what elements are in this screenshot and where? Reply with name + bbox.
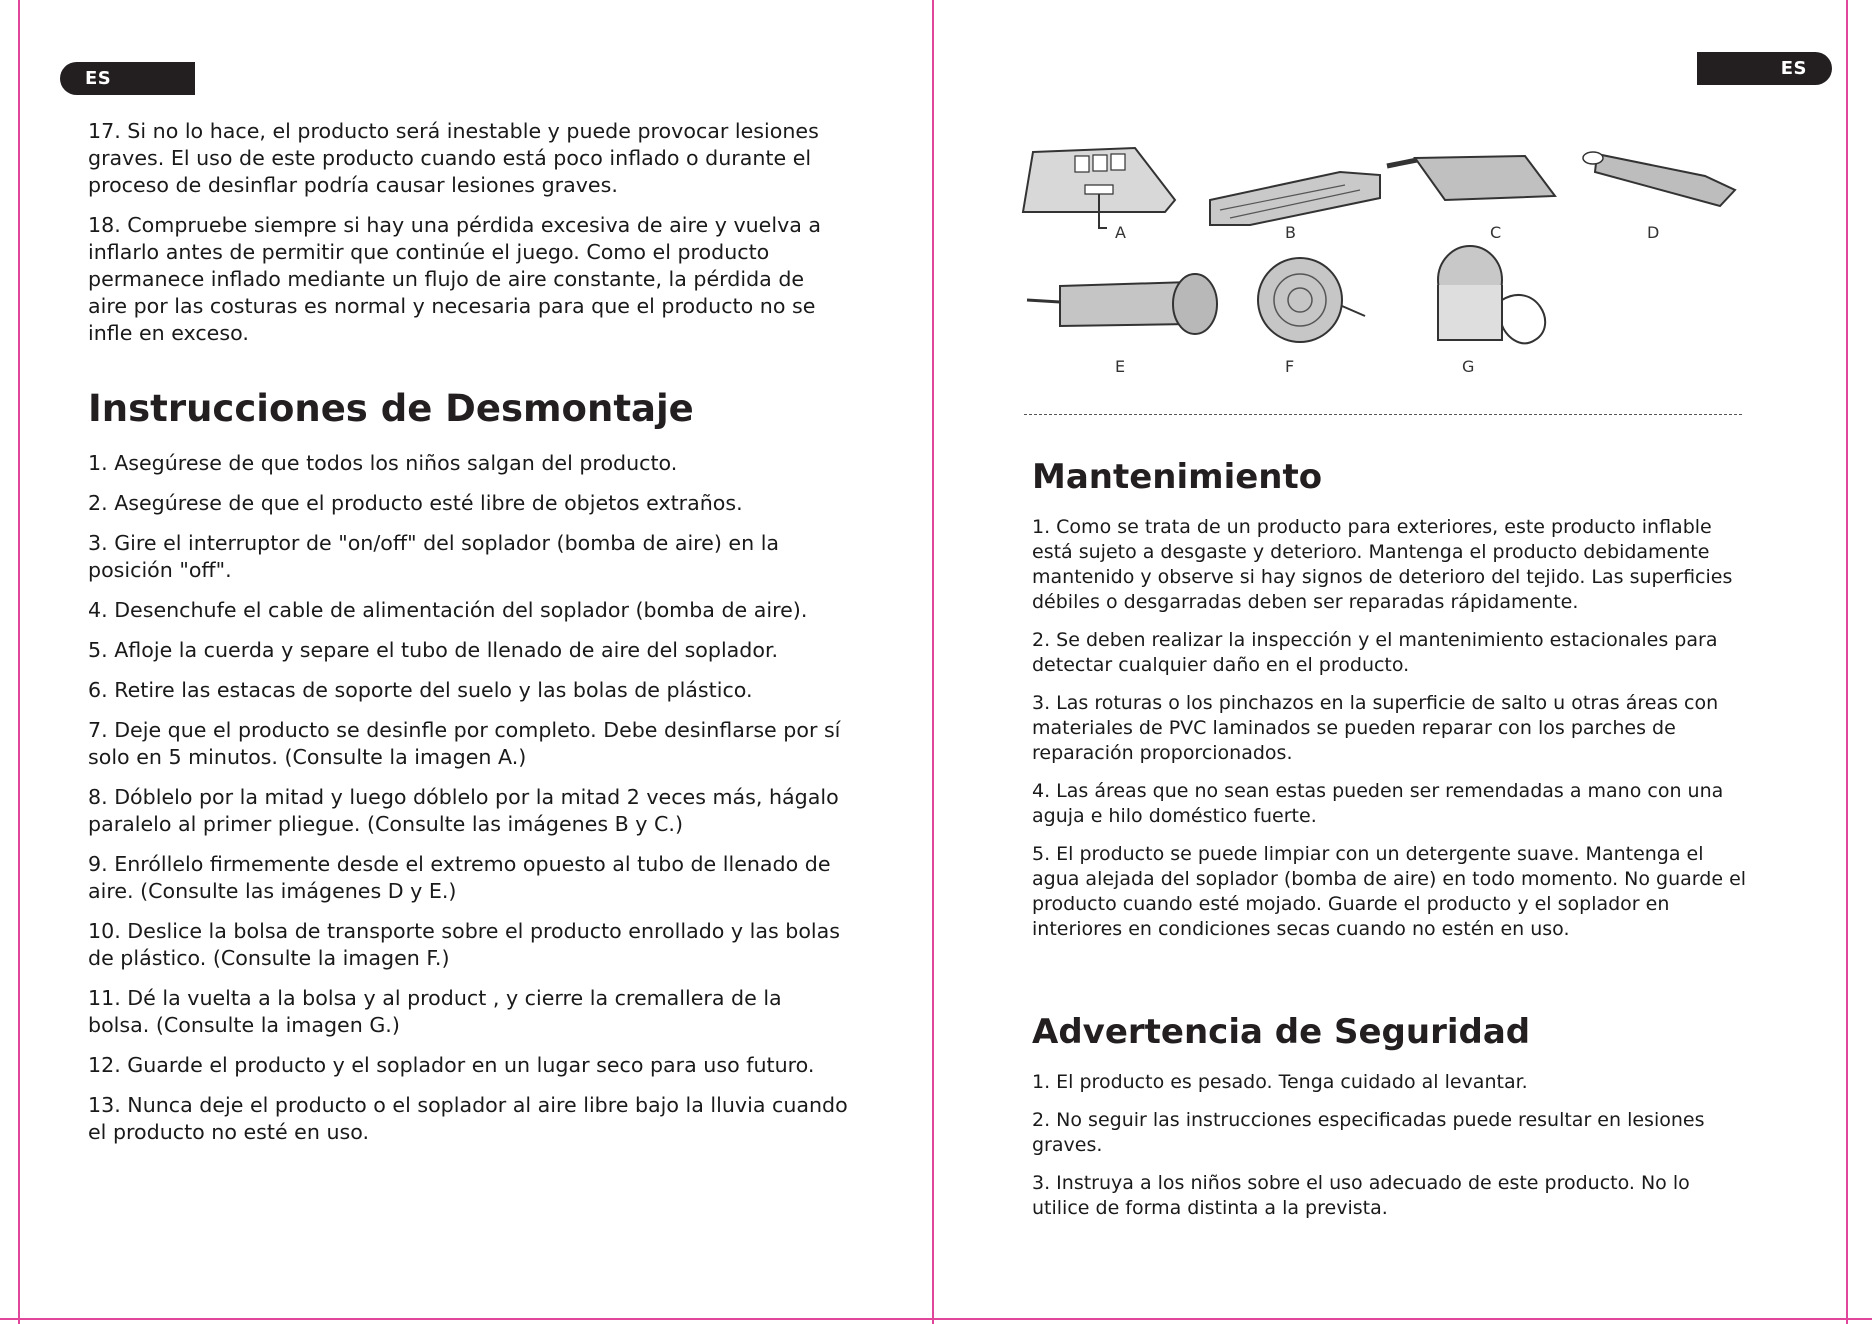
maintenance-section [1032, 457, 1752, 955]
fold-line [932, 0, 934, 1324]
list-item: 8. Dóblelo por la mitad y luego dóblelo por la mitad 2 veces más, hágalo paralelo al primer pliegue. (Consulte las imágenes B y C.) [88, 785, 839, 836]
list-item: 5. El producto se puede limpiar con un detergente suave. Mantenga el agua alejada del soplador (bomba de aire) en todo momento. No guarde el producto cuando esté mojado. Guarde el producto y el soplador en interiores en condiciones secas cuando no estén en uso. [1032, 843, 1747, 940]
list-item: 12. Guarde el producto y el soplador en un lugar seco para uso futuro. [88, 1053, 815, 1077]
left-page-content [88, 118, 848, 1159]
figure-b-folded [1210, 172, 1380, 225]
list-item: 1. El producto es pesado. Tenga cuidado al levantar. [1032, 1071, 1528, 1093]
list-item: 3. Instruya a los niños sobre el uso adecuado de este producto. No lo utilice de forma distinta a la prevista. [1032, 1172, 1690, 1219]
list-item: 10. Deslice la bolsa de transporte sobre el producto enrollado y las bolas de plástico. (Consulte la imagen F.) [88, 919, 841, 970]
right-trim-line [1846, 0, 1848, 1324]
list-item: 18. Compruebe siempre si hay una pérdida excesiva de aire y vuelva a inflarlo antes de permitir que continúe el juego. Como el producto permanece inflado mediante un flujo de aire constante, la pérdida de aire por las costuras es normal y necesaria para que el producto no se infle en exceso. [88, 213, 822, 345]
list-item: 3. Gire el interruptor de "on/off" del soplador (bomba de aire) en la posición "off". [88, 531, 780, 582]
list-item: 5. Afloje la cuerda y separe el tubo de llenado de aire del soplador. [88, 638, 779, 662]
figure-label-g: G [1462, 357, 1475, 376]
language-code: ES [85, 68, 112, 89]
safety-heading: Advertencia de Seguridad [1032, 1012, 1531, 1052]
language-tab-left [60, 62, 195, 95]
bottom-trim-line [0, 1318, 1872, 1320]
folding-steps-illustration [1015, 130, 1760, 380]
figure-label-f: F [1285, 357, 1295, 376]
language-code: ES [1780, 58, 1807, 79]
list-item: 1. Asegúrese de que todos los niños salgan del producto. [88, 451, 678, 475]
figure-label-b: B [1285, 223, 1296, 242]
figure-f-rolled-in-bag [1258, 258, 1365, 342]
list-item: 7. Deje que el producto se desinfle por completo. Debe desinflarse por sí solo en 5 minutos. (Consulte la imagen A.) [88, 718, 841, 769]
disassembly-heading: Instrucciones de Desmontaje [88, 387, 694, 430]
list-item: 3. Las roturas o los pinchazos en la superficie de salto u otras áreas con materiales de PVC laminados se pueden reparar con los parches de reparación proporcionados. [1032, 692, 1719, 764]
list-item: 6. Retire las estacas de soporte del suelo y las bolas de plástico. [88, 678, 753, 702]
figure-label-e: E [1115, 357, 1126, 376]
list-item: 4. Las áreas que no sean estas pueden ser remendadas a mano con una aguja e hilo doméstico fuerte. [1032, 780, 1724, 827]
figure-c-strip [1387, 156, 1555, 200]
figure-g-bag-zipped [1438, 246, 1545, 343]
list-item: 9. Enróllelo firmemente desde el extremo opuesto al tubo de llenado de aire. (Consulte las imágenes D y E.) [88, 852, 831, 903]
list-item: 4. Desenchufe el cable de alimentación del soplador (bomba de aire). [88, 598, 808, 622]
language-tab-right [1697, 52, 1832, 85]
figure-label-c: C [1490, 223, 1502, 242]
figure-label-d: D [1647, 223, 1660, 242]
list-item: 13. Nunca deje el producto o el soplador al aire libre bajo la lluvia cuando el producto no esté en uso. [88, 1093, 848, 1144]
figure-d-long-strip [1583, 152, 1735, 206]
list-item: 11. Dé la vuelta a la bolsa y al product , y cierre la cremallera de la bolsa. (Consulte la imagen G.) [88, 986, 782, 1037]
safety-section [1032, 1012, 1752, 1234]
left-trim-line [18, 0, 20, 1324]
list-item: 17. Si no lo hace, el producto será inestable y puede provocar lesiones graves. El uso de este producto cuando está poco inflado o durante el proceso de desinflar podría causar lesiones graves. [88, 119, 819, 197]
figure-label-a: A [1115, 223, 1126, 242]
maintenance-heading: Mantenimiento [1032, 457, 1323, 497]
list-item: 2. No seguir las instrucciones especificadas puede resultar en lesiones graves. [1032, 1109, 1705, 1156]
section-divider [1024, 414, 1742, 415]
figure-a-deflated [1023, 148, 1175, 228]
list-item: 2. Se deben realizar la inspección y el mantenimiento estacionales para detectar cualquier daño en el producto. [1032, 629, 1718, 676]
list-item: 1. Como se trata de un producto para exteriores, este producto inflable está sujeto a desgaste y deterioro. Mantenga el producto debidamente mantenido y observe si hay signos de deterioro del tejido. Las superficies débiles o desgarradas deben ser reparadas rápidamente. [1032, 516, 1733, 613]
figure-e-rolling [1027, 274, 1217, 334]
list-item: 2. Asegúrese de que el producto esté libre de objetos extraños. [88, 491, 743, 515]
